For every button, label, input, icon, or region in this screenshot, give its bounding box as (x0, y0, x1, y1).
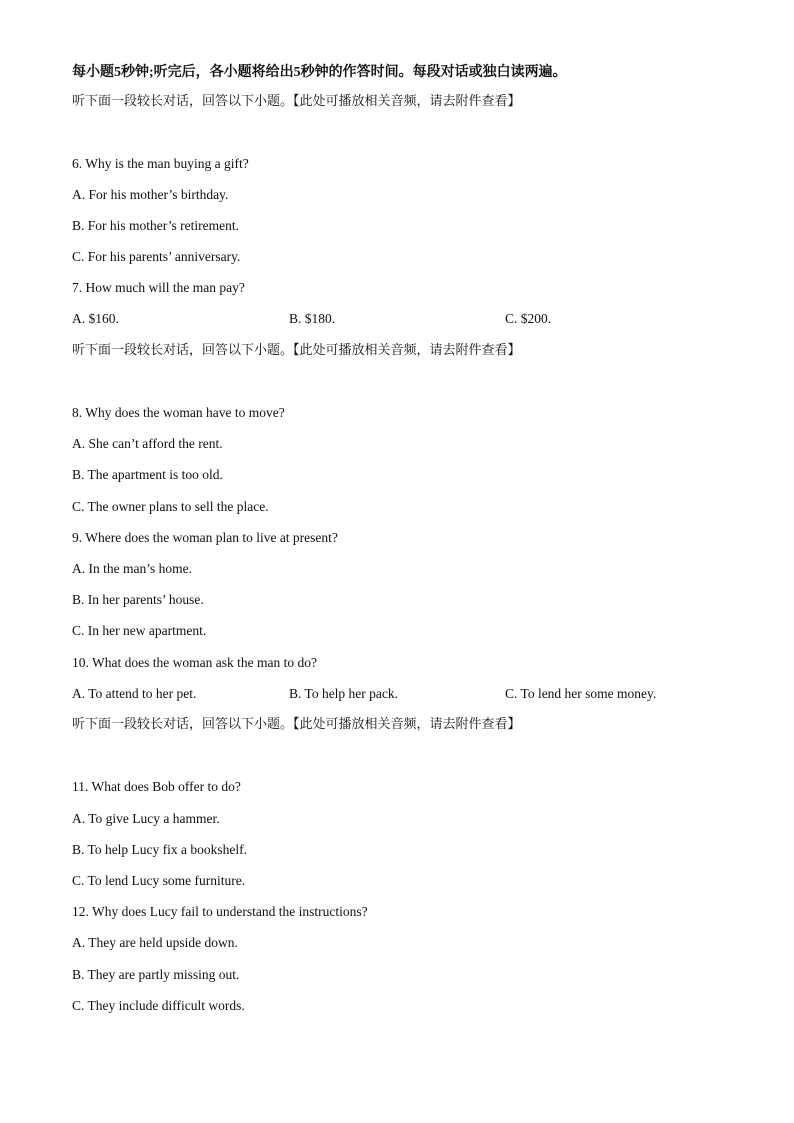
answer-option: A. In the man’s home. (72, 561, 192, 576)
question-stem: 11. What does Bob offer to do? (72, 779, 241, 794)
question-stem: 7. How much will the man pay? (72, 280, 245, 295)
answer-option: B. In her parents’ house. (72, 592, 204, 607)
answer-option: A. For his mother’s birthday. (72, 187, 229, 202)
answer-option: B. $180. (289, 311, 336, 326)
answer-option: C. To lend Lucy some furniture. (72, 873, 246, 888)
answer-option: C. In her new apartment. (72, 623, 207, 638)
answer-option: B. For his mother’s retirement. (72, 218, 239, 233)
answer-option: A. To attend to her pet. (72, 686, 197, 701)
section-intro: 每小题5秒钟;听完后，各小题将给出5秒钟的作答时间。每段对话或独白读两遍。 (72, 65, 567, 80)
answer-option: C. The owner plans to sell the place. (72, 499, 269, 514)
answer-option: A. They are held upside down. (72, 935, 238, 950)
answer-option: C. To lend her some money. (505, 686, 657, 701)
question-stem: 9. Where does the woman plan to live at present? (72, 530, 338, 545)
answer-option: A. She can’t afford the rent. (72, 436, 223, 451)
answer-option: A. $160. (72, 311, 119, 326)
audio-note: 听下面一段较长对话，回答以下小题。【此处可播放相关音频，请去附件查看】 (72, 94, 521, 109)
audio-note: 听下面一段较长对话，回答以下小题。【此处可播放相关音频，请去附件查看】 (72, 343, 521, 358)
question-stem: 12. Why does Lucy fail to understand the instructions? (72, 904, 368, 919)
answer-option: A. To give Lucy a hammer. (72, 811, 220, 826)
answer-options-row (0, 685, 794, 703)
audio-note: 听下面一段较长对话，回答以下小题。【此处可播放相关音频，请去附件查看】 (72, 717, 521, 732)
answer-option: B. To help her pack. (289, 686, 399, 701)
answer-option: B. The apartment is too old. (72, 467, 223, 482)
answer-option: C. $200. (505, 311, 552, 326)
question-stem: 10. What does the woman ask the man to do? (72, 655, 317, 670)
answer-option: C. For his parents’ anniversary. (72, 249, 241, 264)
answer-option: C. They include difficult words. (72, 998, 245, 1013)
answer-options-row (0, 310, 794, 328)
answer-option: B. They are partly missing out. (72, 967, 240, 982)
answer-option: B. To help Lucy fix a bookshelf. (72, 842, 248, 857)
question-stem: 6. Why is the man buying a gift? (72, 156, 249, 171)
question-stem: 8. Why does the woman have to move? (72, 405, 285, 420)
